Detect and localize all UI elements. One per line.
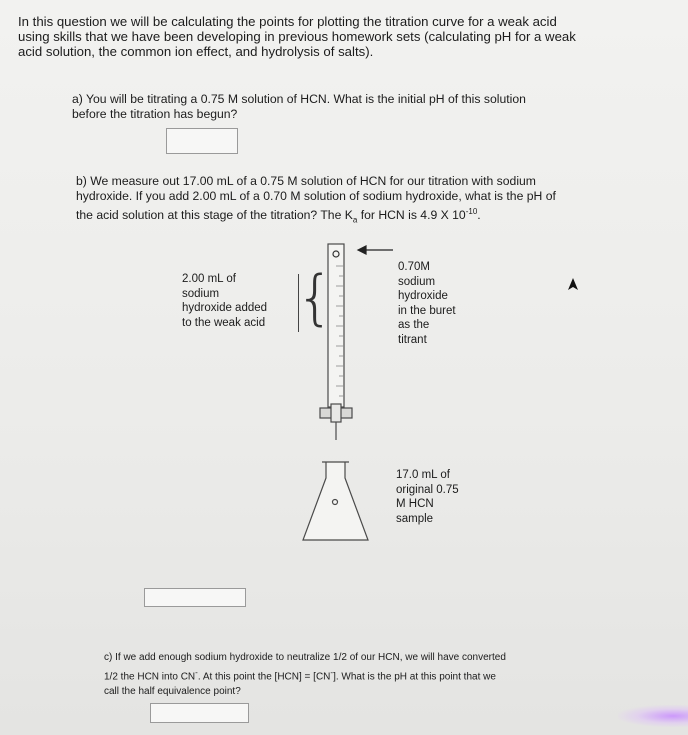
question-c-line-2 <box>104 665 506 684</box>
flask-label-line-4: sample <box>396 512 434 525</box>
flask-label-line-1: 17.0 mL of <box>396 469 450 481</box>
arrow-to-buret <box>358 246 393 254</box>
flask-label-line-2: original 0.75 <box>396 483 459 496</box>
right-label-line-6: titrant <box>398 333 427 346</box>
question-c-line-1: c) If we add enough sodium hydroxide to neutralize 1/2 of our HCN, we will have converted <box>104 652 506 663</box>
left-label-line-4: to the weak acid <box>182 316 266 329</box>
question-b-line-3-end: . <box>477 208 481 223</box>
intro-line-1: In this question we will be calculating the points for plotting the titration curve for a weak acid <box>18 14 557 29</box>
right-label <box>398 260 456 347</box>
right-label-line-1: 0.70M <box>398 261 430 273</box>
question-a-line-1: a) You will be titrating a 0.75 M solution of HCN. What is the initial pH of this solution <box>72 92 526 106</box>
exponent-superscript: -10 <box>465 207 478 216</box>
cn-charge-superscript: - <box>195 668 198 677</box>
question-c-line-2-end: ]. What is the pH at this point that we <box>333 671 496 683</box>
right-label-line-2: sodium <box>398 275 436 288</box>
question-a-line-2: before the titration has begun? <box>72 107 238 121</box>
right-bracket-left-label <box>298 274 303 332</box>
cn-charge-superscript-2: - <box>330 668 334 677</box>
question-c-line-3: call the half equivalence point? <box>104 686 241 698</box>
screen-glare <box>618 705 688 727</box>
ka-subscript: a <box>352 215 358 225</box>
question-c-line-2-pre: 1/2 the HCN into CN <box>104 671 196 683</box>
left-label-line-1: 2.00 mL of <box>182 273 236 285</box>
left-label <box>182 272 267 330</box>
right-label-line-4: in the buret <box>398 304 456 317</box>
right-label-line-3: hydroxide <box>398 290 448 302</box>
left-label-line-2: sodium <box>182 287 220 300</box>
right-label-line-5: as the <box>398 319 430 331</box>
left-label-line-3: hydroxide added <box>182 302 268 314</box>
flask-label <box>396 468 459 526</box>
question-c <box>104 650 506 699</box>
flask-label-line-3: M HCN <box>396 498 434 510</box>
intro-line-2: using skills that we have been developing in previous homework sets (calculating pH for a weak <box>18 29 576 44</box>
question-b-line-3-mid: for HCN is 4.9 X 10 <box>357 208 466 223</box>
mouse-cursor-icon <box>567 278 579 294</box>
question-b-line-1: b) We measure out 17.00 mL of a 0.75 M solution of HCN for our titration with sodium <box>76 174 536 188</box>
answer-box-c[interactable] <box>150 703 249 723</box>
left-bracket: { <box>296 263 335 333</box>
question-b-line-3-pre: the acid solution at this stage of the titration? The K <box>76 208 353 223</box>
erlenmeyer-flask <box>303 462 368 540</box>
intro-line-3: acid solution, the common ion effect, and hydrolysis of salts). <box>18 44 374 59</box>
question-b-line-2: hydroxide. If you add 2.00 mL of a 0.70 M solution of sodium hydroxide, what is the pH of <box>76 189 556 203</box>
answer-box-b[interactable] <box>144 588 246 607</box>
question-c-line-2-mid: . At this point the [HCN] = [CN <box>197 671 331 683</box>
